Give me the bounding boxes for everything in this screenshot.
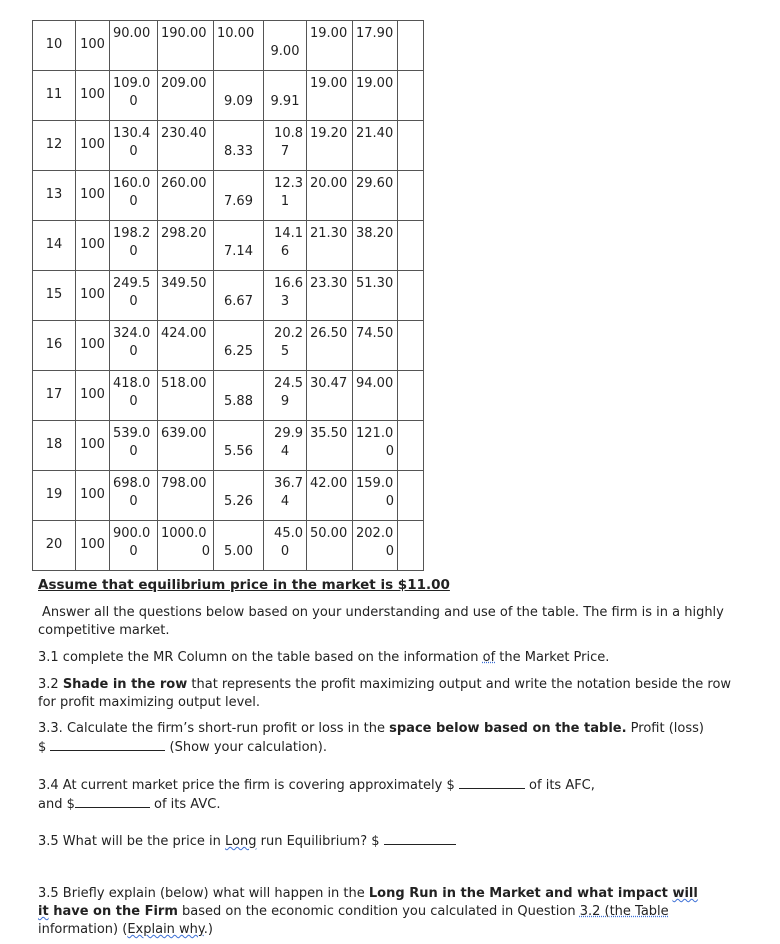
cell-tc: 518.00 <box>158 371 214 421</box>
cell-q: 18 <box>33 421 76 471</box>
table-row <box>33 371 424 421</box>
cell-tc: 798.00 <box>158 471 214 521</box>
cell-afc: 8.33 <box>214 121 264 171</box>
cell-fc: 100 <box>76 321 110 371</box>
cell-avc: 9.91 <box>264 71 307 121</box>
intro-text: Answer all the questions below based on your understanding and use of the table. The firm is in a highly competitive market. <box>38 605 724 638</box>
longrun-price-blank[interactable] <box>384 832 456 845</box>
avc-answer-blank[interactable] <box>75 795 150 808</box>
cell-atc: 19.00 <box>307 21 353 71</box>
table-row <box>33 271 424 321</box>
cell-tc: 349.50 <box>158 271 214 321</box>
question-3-1: 3.1 complete the MR Column on the table based on the information of the Market Price. <box>38 650 610 665</box>
cost-table <box>32 20 424 571</box>
cell-vc: 109.0 0 <box>110 71 158 121</box>
cell-mc: 17.90 <box>353 21 398 71</box>
cell-vc: 418.0 0 <box>110 371 158 421</box>
question-3-3: 3.3. Calculate the firm’s short-run profit or loss in the space below based on the table. Profit (loss) $ (Show your calculation). <box>38 721 704 755</box>
cell-mc: 51.30 <box>353 271 398 321</box>
cell-fc: 100 <box>76 221 110 271</box>
cell-vc: 90.00 <box>110 21 158 71</box>
question-3-5-price: 3.5 What will be the price in Long run Equilibrium? $ <box>38 832 738 851</box>
cell-fc: 100 <box>76 121 110 171</box>
cell-atc: 42.00 <box>307 471 353 521</box>
cell-atc: 19.00 <box>307 71 353 121</box>
cell-afc: 10.00 <box>214 21 264 71</box>
cell-mc: 29.60 <box>353 171 398 221</box>
cell-mc: 94.00 <box>353 371 398 421</box>
cell-q: 10 <box>33 21 76 71</box>
cell-fc: 100 <box>76 171 110 221</box>
cell-afc: 5.26 <box>214 471 264 521</box>
cell-mr[interactable] <box>398 171 424 221</box>
cell-mr[interactable] <box>398 521 424 571</box>
table-row <box>33 71 424 121</box>
cell-afc: 5.88 <box>214 371 264 421</box>
cell-avc: 29.9 4 <box>264 421 307 471</box>
table-row <box>33 171 424 221</box>
cell-mc: 159.0 0 <box>353 471 398 521</box>
cell-mr[interactable] <box>398 421 424 471</box>
cell-afc: 6.25 <box>214 321 264 371</box>
cell-tc: 639.00 <box>158 421 214 471</box>
cell-avc: 16.6 3 <box>264 271 307 321</box>
cell-vc: 698.0 0 <box>110 471 158 521</box>
table-row <box>33 471 424 521</box>
cell-mr[interactable] <box>398 21 424 71</box>
cell-mr[interactable] <box>398 271 424 321</box>
question-3-4: 3.4 At current market price the firm is covering approximately $ of its AFC, and $ of its AVC. <box>38 778 595 812</box>
afc-answer-blank[interactable] <box>459 776 525 789</box>
cell-mr[interactable] <box>398 371 424 421</box>
table-row <box>33 121 424 171</box>
question-3-2: 3.2 Shade in the row that represents the profit maximizing output and write the notation beside the row for profit maximizing output level. <box>38 677 732 710</box>
cell-afc: 7.14 <box>214 221 264 271</box>
table-row <box>33 421 424 471</box>
cell-atc: 23.30 <box>307 271 353 321</box>
cell-avc: 45.0 0 <box>264 521 307 571</box>
cell-afc: 6.67 <box>214 271 264 321</box>
cell-atc: 50.00 <box>307 521 353 571</box>
cell-fc: 100 <box>76 371 110 421</box>
cell-fc: 100 <box>76 521 110 571</box>
cell-q: 14 <box>33 221 76 271</box>
cell-mc: 21.40 <box>353 121 398 171</box>
cell-mr[interactable] <box>398 121 424 171</box>
cell-fc: 100 <box>76 71 110 121</box>
cell-afc: 7.69 <box>214 171 264 221</box>
cell-atc: 35.50 <box>307 421 353 471</box>
cell-vc: 539.0 0 <box>110 421 158 471</box>
cell-mc: 202.0 0 <box>353 521 398 571</box>
cell-fc: 100 <box>76 421 110 471</box>
cell-atc: 20.00 <box>307 171 353 221</box>
cell-mr[interactable] <box>398 221 424 271</box>
cell-atc: 19.20 <box>307 121 353 171</box>
cell-fc: 100 <box>76 21 110 71</box>
cell-vc: 130.4 0 <box>110 121 158 171</box>
cell-afc: 5.00 <box>214 521 264 571</box>
cell-tc: 190.00 <box>158 21 214 71</box>
cell-afc: 9.09 <box>214 71 264 121</box>
question-3-5-explain: 3.5 Briefly explain (below) what will happen in the Long Run in the Market and what impact will it have on the Firm based on the economic condition you calculated in Question 3.2 (the Table information) (Explain why.) <box>38 886 698 937</box>
table-row <box>33 321 424 371</box>
cell-mc: 121.0 0 <box>353 421 398 471</box>
cell-vc: 198.2 0 <box>110 221 158 271</box>
cell-atc: 21.30 <box>307 221 353 271</box>
table-row <box>33 221 424 271</box>
cell-q: 16 <box>33 321 76 371</box>
cell-q: 17 <box>33 371 76 421</box>
table-row <box>33 21 424 71</box>
cell-afc: 5.56 <box>214 421 264 471</box>
cell-avc: 14.1 6 <box>264 221 307 271</box>
cell-atc: 26.50 <box>307 321 353 371</box>
cell-atc: 30.47 <box>307 371 353 421</box>
equilibrium-heading: Assume that equilibrium price in the market is $11.00 <box>38 577 450 593</box>
cell-q: 13 <box>33 171 76 221</box>
profit-answer-blank[interactable] <box>50 738 165 751</box>
cell-avc: 12.3 1 <box>264 171 307 221</box>
cell-avc: 9.00 <box>264 21 307 71</box>
cell-q: 11 <box>33 71 76 121</box>
cell-vc: 900.0 0 <box>110 521 158 571</box>
cell-mr[interactable] <box>398 471 424 521</box>
cell-q: 20 <box>33 521 76 571</box>
cell-avc: 20.2 5 <box>264 321 307 371</box>
cell-tc: 424.00 <box>158 321 214 371</box>
cell-vc: 249.5 0 <box>110 271 158 321</box>
cell-tc: 230.40 <box>158 121 214 171</box>
cell-tc: 1000.0 0 <box>158 521 214 571</box>
cell-mr[interactable] <box>398 71 424 121</box>
cell-mc: 38.20 <box>353 221 398 271</box>
cell-tc: 298.20 <box>158 221 214 271</box>
cell-mr[interactable] <box>398 321 424 371</box>
cell-fc: 100 <box>76 271 110 321</box>
cell-mc: 19.00 <box>353 71 398 121</box>
cell-fc: 100 <box>76 471 110 521</box>
cell-avc: 24.5 9 <box>264 371 307 421</box>
cell-q: 19 <box>33 471 76 521</box>
cell-q: 12 <box>33 121 76 171</box>
cell-vc: 324.0 0 <box>110 321 158 371</box>
cell-avc: 10.8 7 <box>264 121 307 171</box>
cell-vc: 160.0 0 <box>110 171 158 221</box>
cell-mc: 74.50 <box>353 321 398 371</box>
table-row <box>33 521 424 571</box>
cell-tc: 260.00 <box>158 171 214 221</box>
cell-q: 15 <box>33 271 76 321</box>
cell-avc: 36.7 4 <box>264 471 307 521</box>
cell-tc: 209.00 <box>158 71 214 121</box>
